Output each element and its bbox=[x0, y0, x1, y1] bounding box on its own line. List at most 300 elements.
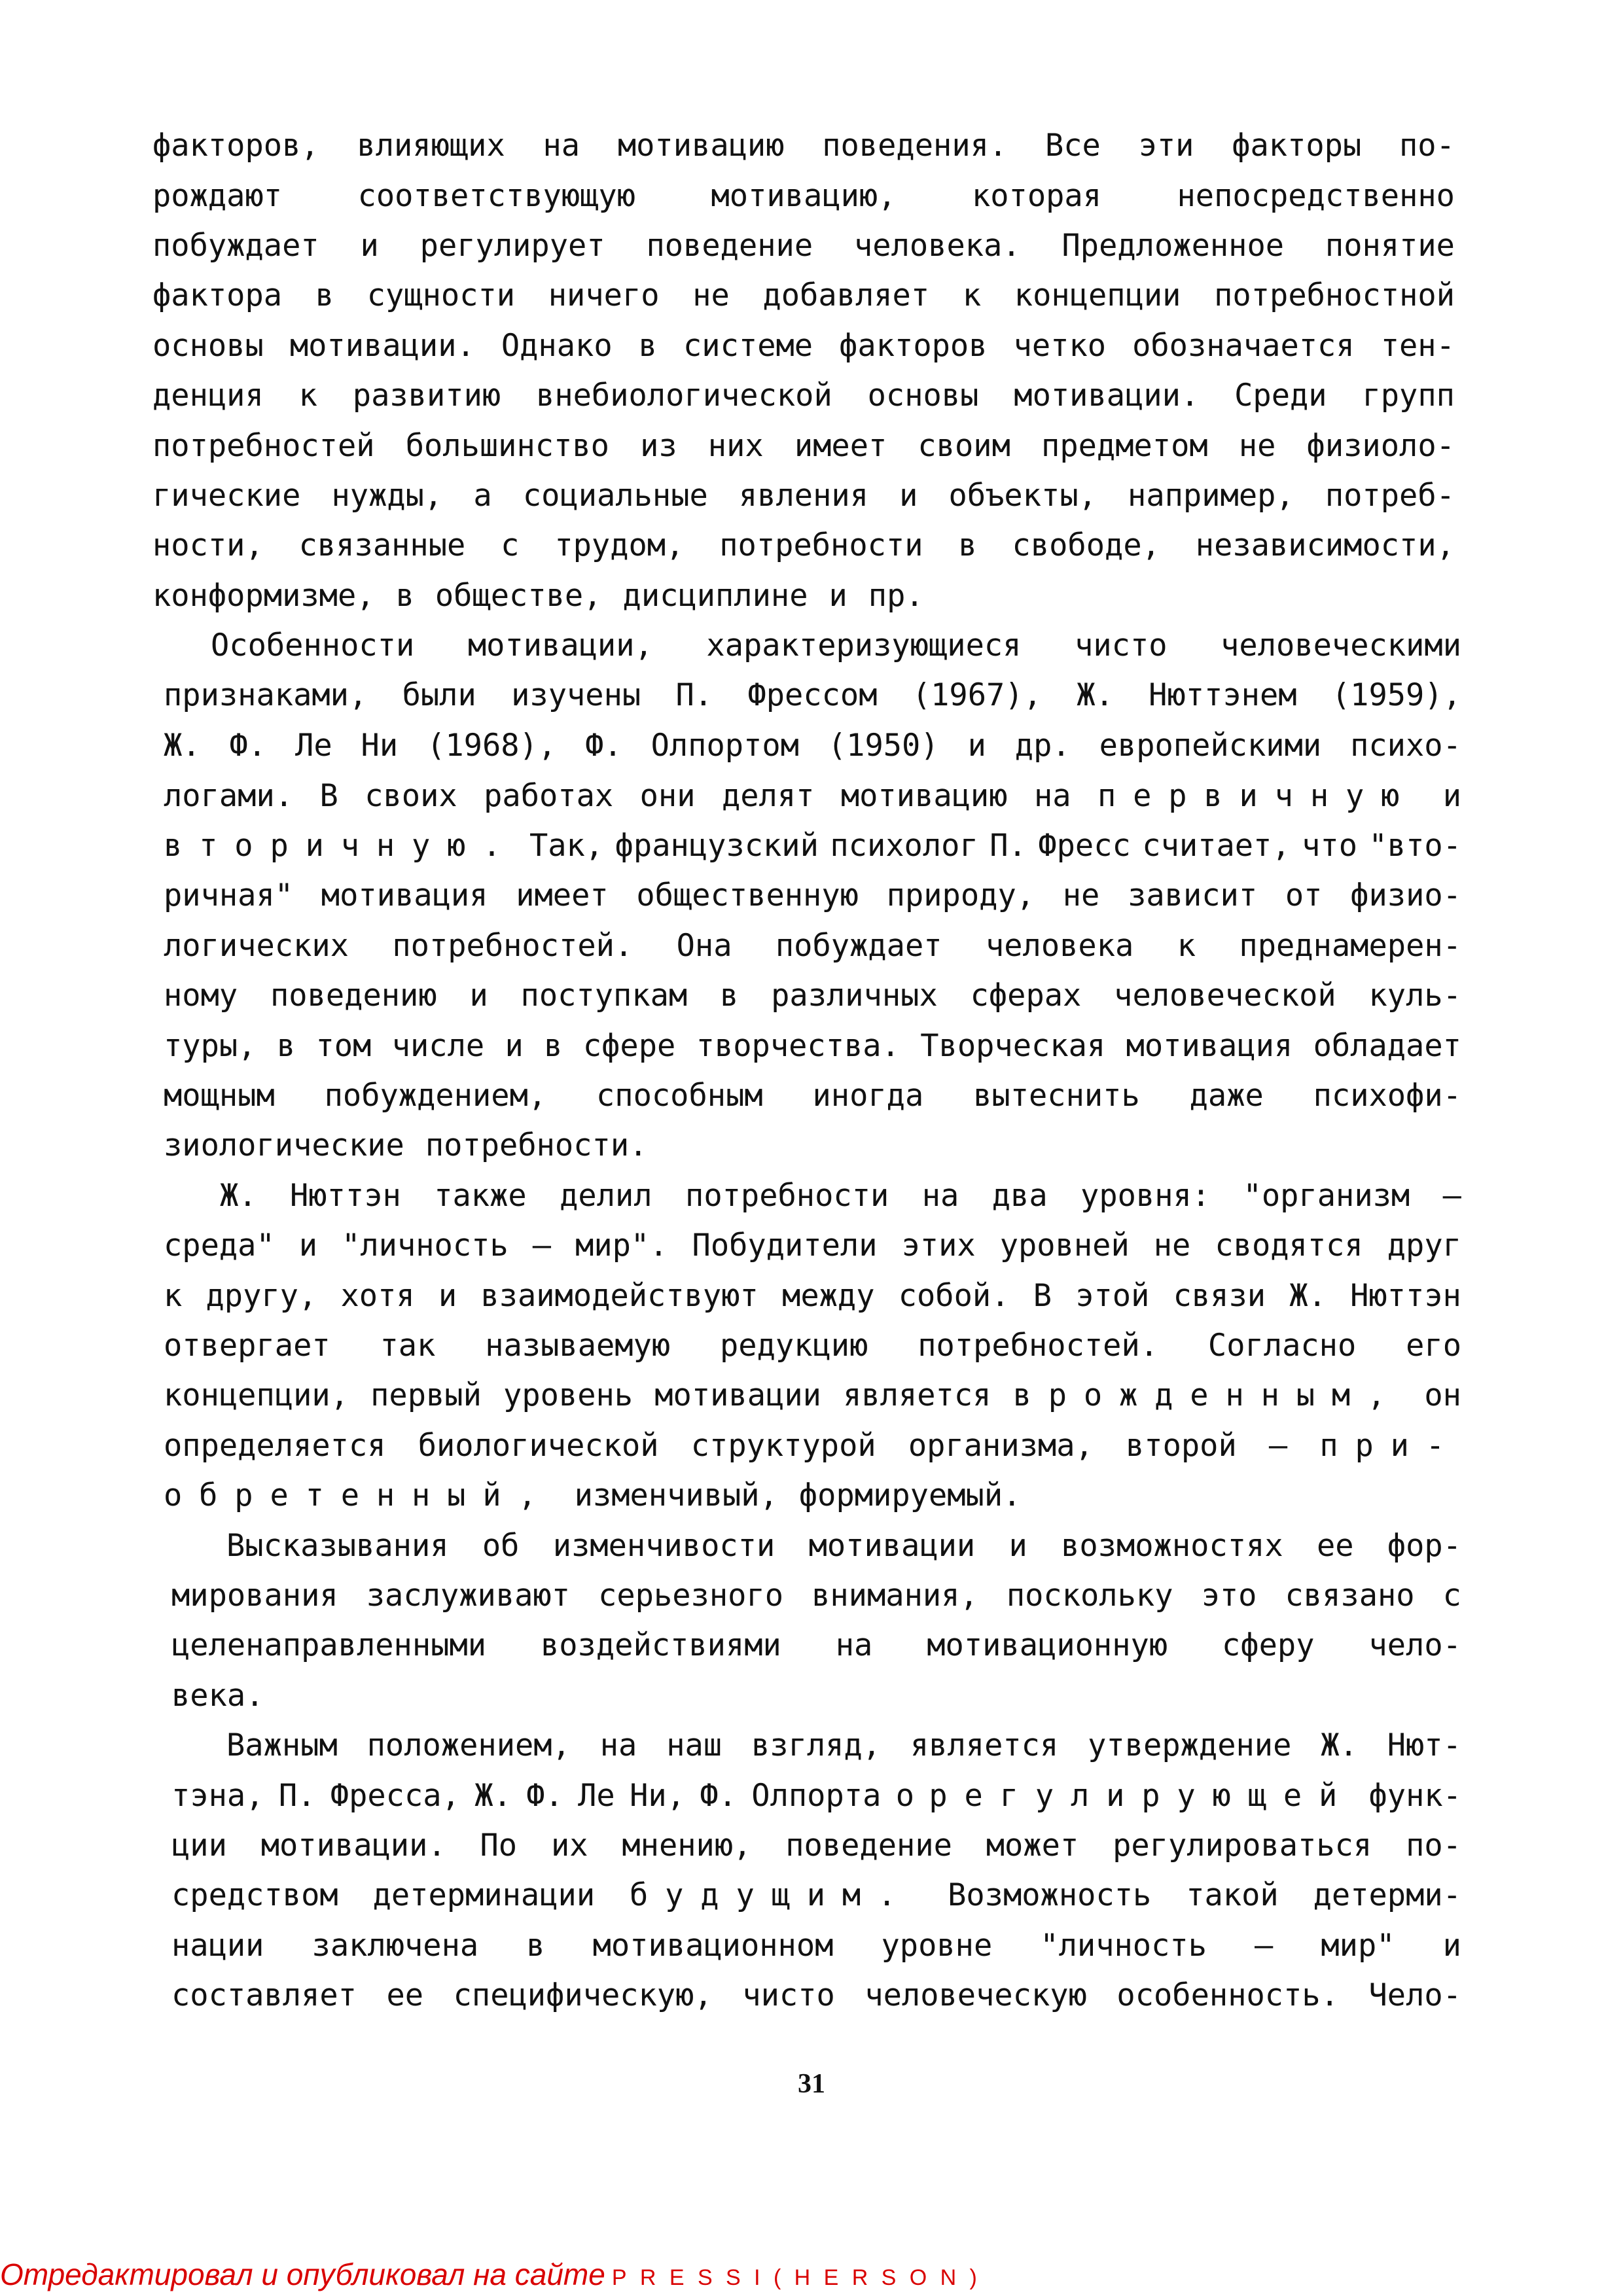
word: психофи- bbox=[1313, 1078, 1461, 1114]
word: факторов bbox=[839, 328, 988, 364]
word: денция bbox=[152, 378, 264, 414]
word: считает, bbox=[1142, 828, 1291, 864]
word: называемую bbox=[485, 1328, 671, 1364]
word: составляет bbox=[171, 1977, 357, 2013]
word: поведению bbox=[270, 978, 437, 1014]
word: мотивационную bbox=[927, 1627, 1168, 1663]
word: взгляд, bbox=[751, 1727, 882, 1763]
text-line bbox=[152, 376, 1455, 415]
word: к bbox=[298, 378, 317, 414]
word: в bbox=[276, 1028, 296, 1064]
word: уровня: bbox=[1080, 1178, 1211, 1214]
word: поведения. bbox=[822, 128, 1008, 164]
word: и bbox=[360, 228, 379, 264]
word: в bbox=[720, 978, 739, 1014]
word: ности, bbox=[152, 527, 264, 563]
text-line bbox=[171, 1976, 1461, 2015]
word: человеческую bbox=[865, 1977, 1087, 2013]
word: из bbox=[640, 428, 677, 464]
word: основы bbox=[867, 378, 979, 414]
word: мотивации. bbox=[260, 1828, 446, 1863]
word: Фресс bbox=[1038, 828, 1131, 864]
word: мотивации. bbox=[1014, 378, 1200, 414]
text-line bbox=[164, 1277, 1461, 1316]
word: в bbox=[526, 1928, 545, 1964]
word: четко bbox=[1013, 328, 1107, 364]
word: П. bbox=[990, 828, 1027, 864]
text-line bbox=[226, 1726, 1461, 1765]
word: в bbox=[544, 1028, 563, 1064]
word: концепции, bbox=[164, 1377, 349, 1413]
word: "вто- bbox=[1368, 828, 1461, 864]
word: П. bbox=[278, 1778, 316, 1814]
word: мотивации bbox=[654, 1377, 821, 1413]
word: (1950) bbox=[827, 728, 939, 764]
word: обладает bbox=[1313, 1028, 1461, 1064]
word: мотивации, bbox=[467, 627, 653, 663]
text-line bbox=[226, 1527, 1461, 1566]
word: "личность bbox=[342, 1227, 508, 1263]
text-line bbox=[171, 1626, 1461, 1665]
word: и bbox=[298, 1227, 318, 1263]
word: туры, bbox=[164, 1028, 257, 1064]
word: заключена bbox=[312, 1928, 479, 1964]
word: потребностной bbox=[1214, 277, 1455, 313]
word: с bbox=[501, 527, 520, 563]
word: и bbox=[967, 728, 986, 764]
word: ее bbox=[386, 1977, 424, 2013]
word: непосредственно bbox=[1177, 178, 1455, 214]
text-line bbox=[152, 276, 1455, 315]
word: не bbox=[1062, 877, 1100, 913]
text-line bbox=[164, 976, 1461, 1016]
word: сущности bbox=[366, 277, 516, 313]
word: редукцию bbox=[720, 1328, 868, 1364]
word: Фрессом bbox=[747, 677, 878, 713]
word: (1959), bbox=[1331, 677, 1461, 713]
word: Возможность bbox=[948, 1877, 1152, 1913]
word: внимания, bbox=[812, 1578, 978, 1614]
word: не bbox=[692, 277, 730, 313]
word: в bbox=[395, 578, 414, 614]
word: нужды, bbox=[331, 478, 443, 514]
word: его bbox=[1406, 1328, 1461, 1364]
word: мирования bbox=[171, 1578, 338, 1614]
word: зависит bbox=[1128, 877, 1258, 913]
word: изменчивости bbox=[552, 1528, 776, 1564]
word: потребностей. bbox=[918, 1328, 1159, 1364]
word: были bbox=[402, 677, 476, 713]
word: среда" bbox=[164, 1227, 275, 1263]
word: своих bbox=[365, 778, 457, 814]
word: предметом bbox=[1041, 428, 1208, 464]
word: воздействиями bbox=[540, 1627, 781, 1663]
word: поступкам bbox=[520, 978, 688, 1014]
word: поведение bbox=[646, 228, 813, 264]
word: может bbox=[986, 1828, 1079, 1863]
word: числе bbox=[391, 1028, 485, 1064]
word: и bbox=[505, 1028, 524, 1064]
word: Она bbox=[676, 928, 732, 964]
word: Ле bbox=[578, 1778, 615, 1814]
word: обществе, bbox=[435, 578, 602, 614]
page-number: 31 bbox=[798, 2069, 825, 2099]
text-line bbox=[164, 1226, 1461, 1265]
word: своим bbox=[918, 428, 1010, 464]
word: — bbox=[1268, 1428, 1288, 1464]
word: мотивационном bbox=[592, 1928, 834, 1964]
word: психолог bbox=[830, 828, 978, 864]
word: мотивацию bbox=[840, 778, 1008, 814]
word: иногда bbox=[812, 1078, 924, 1114]
word: Ф. bbox=[229, 728, 267, 764]
word: детерминации bbox=[372, 1877, 596, 1913]
word: определяется bbox=[164, 1428, 386, 1464]
word: физиоло- bbox=[1306, 428, 1455, 464]
word: например, bbox=[1128, 478, 1294, 514]
word: (1968), bbox=[427, 728, 557, 764]
word: Важным bbox=[226, 1727, 338, 1763]
word: уровень bbox=[503, 1377, 633, 1413]
text-line bbox=[164, 726, 1461, 766]
word: является bbox=[910, 1727, 1059, 1763]
word: будущим. bbox=[630, 1877, 914, 1913]
text-line bbox=[171, 1876, 1461, 1915]
word: чело- bbox=[1368, 1627, 1461, 1663]
word: гические bbox=[152, 478, 301, 514]
word: Однако bbox=[501, 328, 613, 364]
text-line bbox=[152, 476, 1455, 516]
word: структурой bbox=[690, 1428, 876, 1464]
word: и bbox=[469, 978, 488, 1014]
text-line bbox=[211, 626, 1461, 665]
word: мотивация bbox=[321, 877, 488, 913]
word: Ж. bbox=[220, 1178, 257, 1214]
word: Ф. bbox=[585, 728, 622, 764]
word: это bbox=[1201, 1578, 1257, 1614]
word: сводятся bbox=[1215, 1227, 1363, 1263]
word: к bbox=[164, 1278, 183, 1314]
text-line bbox=[164, 1027, 1461, 1066]
word: и bbox=[1442, 1928, 1461, 1964]
word: утверждение bbox=[1088, 1727, 1292, 1763]
word: второй bbox=[1125, 1428, 1237, 1464]
word: концепции bbox=[1014, 277, 1181, 313]
word: том bbox=[315, 1028, 372, 1064]
word: Ф. bbox=[700, 1778, 737, 1814]
word: имеет bbox=[794, 428, 887, 464]
word: мотивация bbox=[1126, 1028, 1293, 1064]
word: рождают bbox=[152, 178, 283, 214]
text-line bbox=[171, 1926, 1461, 1966]
word: Ж. bbox=[1321, 1727, 1358, 1763]
word: Ж. bbox=[1077, 677, 1114, 713]
text-line bbox=[152, 126, 1455, 166]
word: Так, bbox=[529, 828, 604, 864]
word: человеческими bbox=[1221, 627, 1461, 663]
word: наш bbox=[666, 1727, 722, 1763]
word: тен- bbox=[1380, 328, 1455, 364]
word: специфическую, bbox=[453, 1977, 713, 2013]
word: физио- bbox=[1350, 877, 1461, 913]
word: способным bbox=[596, 1078, 763, 1114]
word: так bbox=[380, 1328, 436, 1364]
word: зиологические bbox=[164, 1127, 404, 1163]
word: потреб- bbox=[1325, 478, 1455, 514]
text-line bbox=[164, 1326, 1461, 1366]
word: средством bbox=[171, 1877, 338, 1913]
word: что bbox=[1302, 828, 1358, 864]
word: уровне bbox=[881, 1928, 993, 1964]
word: — bbox=[1255, 1928, 1274, 1964]
word: психо- bbox=[1350, 728, 1461, 764]
word: природу, bbox=[886, 877, 1035, 913]
word: др. bbox=[1014, 728, 1071, 764]
word: групп bbox=[1362, 378, 1455, 414]
word: потребности. bbox=[425, 1127, 648, 1163]
word: организма, bbox=[908, 1428, 1094, 1464]
word: человеческой bbox=[1114, 978, 1336, 1014]
word: этой bbox=[1075, 1278, 1150, 1314]
word: П. bbox=[675, 677, 713, 713]
word: общественную bbox=[636, 877, 859, 913]
word: понятие bbox=[1325, 228, 1455, 264]
word: Ни bbox=[361, 728, 399, 764]
text-line bbox=[164, 876, 1461, 915]
word: от bbox=[1285, 877, 1323, 913]
word: связанные bbox=[298, 527, 466, 563]
word: собой. bbox=[898, 1278, 1010, 1314]
word: тэна, bbox=[171, 1778, 264, 1814]
word: — bbox=[1442, 1178, 1461, 1214]
word: мотивации bbox=[808, 1528, 976, 1564]
word: потребности bbox=[719, 527, 923, 563]
word: к bbox=[1177, 928, 1196, 964]
word: делят bbox=[721, 778, 815, 814]
word: Среди bbox=[1234, 378, 1327, 414]
word: фактора bbox=[152, 277, 283, 313]
word: основы bbox=[152, 328, 264, 364]
word: связи bbox=[1173, 1278, 1266, 1314]
word: Особенности bbox=[211, 627, 415, 663]
word: системе bbox=[683, 328, 813, 364]
word: (1967), bbox=[912, 677, 1042, 713]
word: Творческая bbox=[920, 1028, 1106, 1064]
word: чисто bbox=[742, 1977, 835, 2013]
word: По bbox=[480, 1828, 518, 1863]
word: мотивацию bbox=[617, 128, 785, 164]
word: Побудители bbox=[692, 1227, 878, 1263]
word: европейскими bbox=[1099, 728, 1322, 764]
word: ничего bbox=[548, 277, 660, 313]
word: вторичную. bbox=[164, 828, 518, 864]
word: работах bbox=[484, 778, 614, 814]
text-line bbox=[220, 1176, 1461, 1216]
word: функ- bbox=[1368, 1778, 1461, 1814]
word: которая bbox=[971, 178, 1102, 214]
word: Нют- bbox=[1387, 1727, 1461, 1763]
footer-credit-text: Отредактировал и опубликовал на сайте bbox=[0, 2257, 605, 2291]
word: с bbox=[1442, 1578, 1461, 1614]
word: на bbox=[543, 128, 580, 164]
word: особенность. bbox=[1116, 1977, 1339, 2013]
word: регулирующей bbox=[929, 1778, 1355, 1814]
word: делил bbox=[560, 1178, 652, 1214]
word: первичную bbox=[1097, 778, 1417, 814]
word: изменчивый, bbox=[574, 1477, 778, 1513]
text-line bbox=[152, 427, 1455, 466]
word: положением, bbox=[366, 1727, 571, 1763]
word: такой bbox=[1186, 1877, 1279, 1913]
text-line bbox=[164, 826, 1461, 866]
word: Ф. bbox=[526, 1778, 563, 1814]
word: мир". bbox=[575, 1227, 668, 1263]
word: Предложенное bbox=[1061, 228, 1285, 264]
word: связано bbox=[1285, 1578, 1415, 1614]
word: ции bbox=[171, 1828, 227, 1863]
word: социальные bbox=[522, 478, 708, 514]
word: преднамерен- bbox=[1239, 928, 1461, 964]
word: Нюттэн bbox=[290, 1178, 401, 1214]
word: Нюттэнем bbox=[1149, 677, 1297, 713]
word: побуждает bbox=[152, 228, 319, 264]
word: мотивацию, bbox=[711, 178, 897, 214]
word: врожденным, bbox=[1012, 1377, 1403, 1413]
word: по- bbox=[1399, 128, 1455, 164]
word: серьезного bbox=[598, 1578, 784, 1614]
word: не bbox=[1153, 1227, 1191, 1263]
word: В bbox=[1033, 1278, 1052, 1314]
footer-site-link[interactable]: PRESSI(HERSON) bbox=[611, 2265, 991, 2290]
word: в bbox=[958, 527, 977, 563]
word: является bbox=[843, 1377, 991, 1413]
text-line bbox=[152, 576, 1455, 616]
word: факторов, bbox=[152, 128, 319, 164]
word: заслуживают bbox=[366, 1578, 570, 1614]
word: уровней bbox=[999, 1227, 1130, 1263]
word: первый bbox=[370, 1377, 482, 1413]
word: и bbox=[899, 478, 918, 514]
word: потребности bbox=[685, 1178, 889, 1214]
word: побуждает bbox=[775, 928, 942, 964]
word: века. bbox=[171, 1678, 264, 1714]
word: Ж. bbox=[474, 1778, 512, 1814]
word: объекты, bbox=[948, 478, 1097, 514]
word: между bbox=[782, 1278, 875, 1314]
text-line bbox=[171, 1776, 1461, 1816]
word: сферу bbox=[1222, 1627, 1315, 1663]
word: даже bbox=[1189, 1078, 1264, 1114]
word: человека. bbox=[853, 228, 1021, 264]
word: эти bbox=[1138, 128, 1194, 164]
word: в bbox=[638, 328, 657, 364]
word: имеет bbox=[516, 877, 609, 913]
word: биологической bbox=[418, 1428, 659, 1464]
word: обретенный, bbox=[164, 1477, 554, 1513]
word: Ж. bbox=[164, 728, 201, 764]
word: хотя bbox=[340, 1278, 415, 1314]
text-line bbox=[164, 1376, 1461, 1415]
text-line bbox=[171, 1826, 1461, 1865]
word: человека bbox=[985, 928, 1134, 964]
word: и bbox=[829, 578, 847, 614]
word: Все bbox=[1044, 128, 1101, 164]
word: о bbox=[895, 1778, 915, 1814]
word: ричная" bbox=[164, 877, 294, 913]
word: сфере bbox=[582, 1028, 676, 1064]
word: формируемый. bbox=[798, 1477, 1022, 1513]
word: потребностей. bbox=[392, 928, 633, 964]
text-line bbox=[171, 1576, 1461, 1616]
word: в bbox=[315, 277, 334, 313]
word: поскольку bbox=[1006, 1578, 1173, 1614]
word: Высказывания bbox=[226, 1528, 449, 1564]
word: вытеснить bbox=[973, 1078, 1140, 1114]
word: "организм bbox=[1243, 1178, 1410, 1214]
word: не bbox=[1238, 428, 1276, 464]
text-line bbox=[164, 1076, 1461, 1116]
word: друг bbox=[1387, 1227, 1461, 1263]
word: пр. bbox=[868, 578, 924, 614]
word: и bbox=[1008, 1528, 1027, 1564]
word: развитию bbox=[352, 378, 501, 414]
word: потребностей bbox=[152, 428, 375, 464]
word: признаками, bbox=[164, 677, 368, 713]
word: соответствующую bbox=[357, 178, 636, 214]
word: при- bbox=[1319, 1428, 1461, 1464]
word: их bbox=[550, 1828, 588, 1863]
word: обозначается bbox=[1132, 328, 1355, 364]
word: мир" bbox=[1321, 1928, 1395, 1964]
text-line bbox=[164, 927, 1461, 966]
word: к bbox=[962, 277, 982, 313]
word: влияющих bbox=[357, 128, 505, 164]
text-line bbox=[164, 1126, 1461, 1165]
word: большинство bbox=[405, 428, 609, 464]
word: а bbox=[473, 478, 492, 514]
word: конформизме, bbox=[152, 578, 375, 614]
word: французский bbox=[615, 828, 819, 864]
word: мотивации. bbox=[289, 328, 475, 364]
word: фор- bbox=[1387, 1528, 1461, 1564]
word: характеризующиеся bbox=[706, 627, 1022, 663]
word: добавляет bbox=[762, 277, 930, 313]
word: явления bbox=[738, 478, 868, 514]
word: изучены bbox=[511, 677, 641, 713]
word: — bbox=[532, 1227, 552, 1263]
text-line bbox=[152, 177, 1455, 216]
word: творчества. bbox=[696, 1028, 900, 1064]
word: трудом, bbox=[554, 527, 685, 563]
word: ному bbox=[164, 978, 238, 1014]
word: Нюттэн bbox=[1350, 1278, 1461, 1314]
word: куль- bbox=[1368, 978, 1461, 1014]
word: чисто bbox=[1075, 627, 1168, 663]
word: Чело- bbox=[1368, 1977, 1461, 2013]
text-line bbox=[164, 1476, 1461, 1515]
word: побуждением, bbox=[324, 1078, 547, 1114]
word: по- bbox=[1406, 1828, 1461, 1863]
word: регулирует bbox=[419, 228, 605, 264]
word: другу, bbox=[205, 1278, 317, 1314]
text-line bbox=[164, 777, 1461, 816]
word: также bbox=[434, 1178, 527, 1214]
word: различных bbox=[771, 978, 938, 1014]
word: Ле bbox=[295, 728, 332, 764]
word: отвергает bbox=[164, 1328, 330, 1364]
text-line bbox=[171, 1676, 1461, 1716]
text-line bbox=[164, 676, 1461, 715]
